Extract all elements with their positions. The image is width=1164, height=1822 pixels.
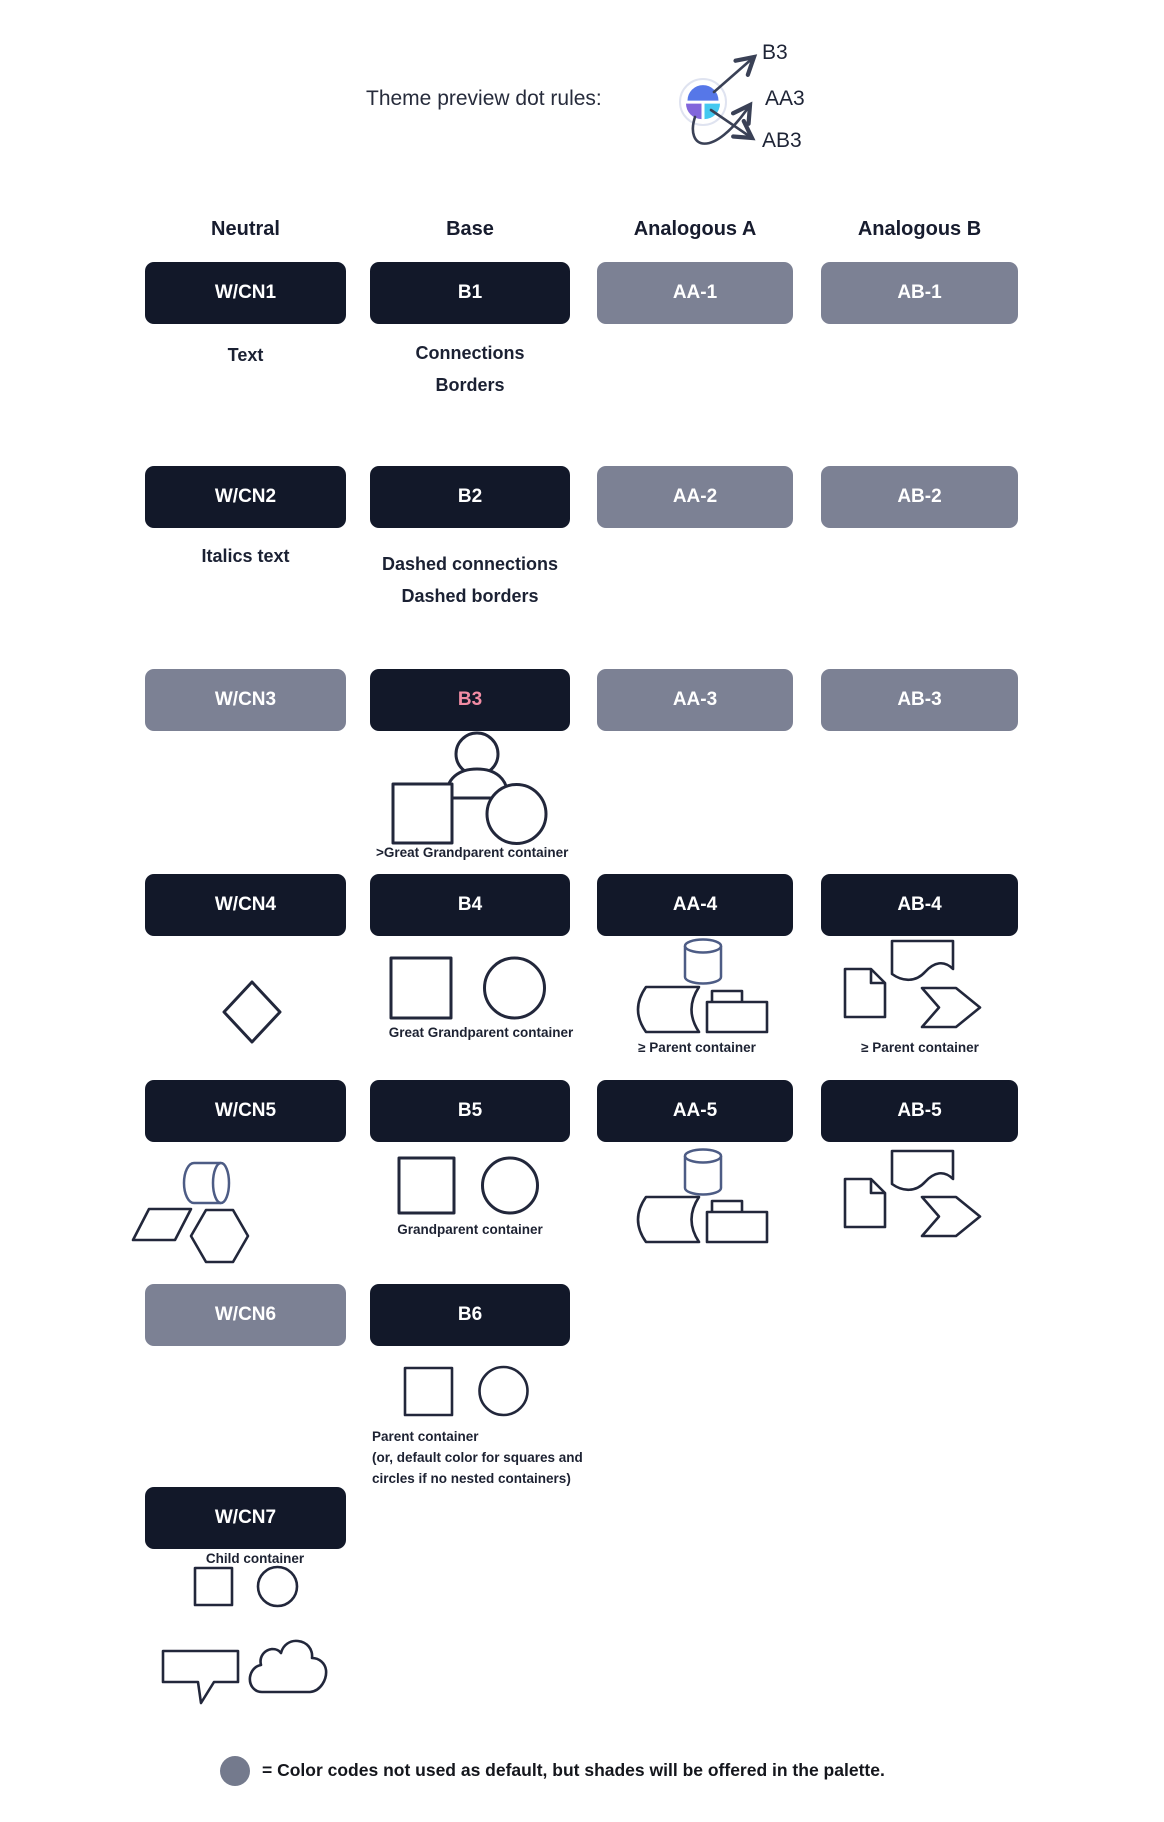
parallelogram-shape xyxy=(133,1209,191,1240)
swatch-b6: B6 xyxy=(370,1284,570,1346)
column-header-analogous-b: Analogous B xyxy=(857,218,982,240)
swatch-ab3: AB-3 xyxy=(821,669,1018,731)
circle-shape xyxy=(487,785,546,844)
caption-dashed-connections: Dashed connections xyxy=(381,554,559,574)
swatch-wcn3: W/CN3 xyxy=(145,669,346,731)
wavy-document-icon xyxy=(892,941,953,980)
column-header-base: Base xyxy=(446,218,494,240)
page-title: Theme preview dot rules: xyxy=(366,87,602,110)
swatch-b2: B2 xyxy=(370,466,570,528)
swatch-wcn7: W/CN7 xyxy=(145,1487,346,1549)
chevron-arrow-icon xyxy=(922,988,980,1027)
cylinder-icon xyxy=(685,940,721,984)
person-icon xyxy=(446,733,508,798)
swatch-aa3: AA-3 xyxy=(597,669,793,731)
square-shape xyxy=(391,958,451,1018)
swatch-ab5: AB-5 xyxy=(821,1080,1018,1142)
arrow-to-aa3 xyxy=(693,105,750,144)
swatch-b3 xyxy=(370,669,570,731)
caption-b6-line3: circles if no nested containers) xyxy=(372,1471,571,1486)
square-shape xyxy=(195,1568,232,1605)
swatch-b4: B4 xyxy=(370,874,570,936)
caption-parent-container-aa4: ≥ Parent container xyxy=(638,1040,756,1055)
swatch-b5: B5 xyxy=(370,1080,570,1142)
wavy-document-icon xyxy=(892,1151,953,1190)
caption-b6-line1: Parent container xyxy=(372,1429,479,1444)
dot-rule-arrows xyxy=(693,57,754,144)
stored-data-icon xyxy=(638,1197,699,1242)
circle-shape xyxy=(485,958,545,1018)
caption-dashed-borders: Dashed borders xyxy=(401,586,539,606)
caption-b6-line2: (or, default color for squares and xyxy=(372,1450,583,1465)
swatch-b3-label: B3 xyxy=(457,689,483,710)
speech-bubble-icon xyxy=(163,1651,238,1703)
circle-shape xyxy=(258,1567,297,1606)
swatch-aa4: AA-4 xyxy=(597,874,793,936)
arrow-to-b3 xyxy=(714,57,754,92)
diamond-shape xyxy=(224,982,280,1042)
tabbed-rectangle-icon xyxy=(707,991,767,1032)
arrow-to-ab3 xyxy=(711,110,752,138)
horizontal-cylinder-icon xyxy=(184,1163,229,1203)
circle-shape xyxy=(480,1367,528,1415)
caption-parent-container-ab4: ≥ Parent container xyxy=(861,1040,979,1055)
dot-label-ab3: AB3 xyxy=(762,129,802,152)
note-page-icon xyxy=(845,969,885,1017)
tabbed-rectangle-icon xyxy=(707,1201,767,1242)
swatch-wcn5: W/CN5 xyxy=(145,1080,346,1142)
square-shape xyxy=(399,1158,454,1213)
theme-preview-dot-icon xyxy=(680,79,726,125)
swatch-wcn6: W/CN6 xyxy=(145,1284,346,1346)
swatch-aa1: AA-1 xyxy=(597,262,793,324)
caption-parent-container-b6 xyxy=(372,1426,632,1489)
hexagon-shape xyxy=(191,1210,248,1262)
caption-connections: Connections xyxy=(415,343,525,363)
column-header-analogous-a: Analogous A xyxy=(633,218,757,240)
swatch-wcn2: W/CN2 xyxy=(145,466,346,528)
legend-text: = Color codes not used as default, but shades will be offered in the palette. xyxy=(262,1760,885,1780)
swatch-aa2: AA-2 xyxy=(597,466,793,528)
square-shape xyxy=(393,784,452,843)
caption-borders: Borders xyxy=(435,375,505,395)
swatch-wcn4: W/CN4 xyxy=(145,874,346,936)
swatch-ab2: AB-2 xyxy=(821,466,1018,528)
swatch-ab4: AB-4 xyxy=(821,874,1018,936)
column-header-neutral: Neutral xyxy=(211,218,280,240)
caption-great-grandparent-row3: >Great Grandparent container xyxy=(376,845,569,860)
caption-great-grandparent-row4: Great Grandparent container xyxy=(388,1025,574,1040)
swatch-b1: B1 xyxy=(370,262,570,324)
dot-label-b3: B3 xyxy=(762,41,788,64)
chevron-arrow-icon xyxy=(922,1197,980,1236)
caption-grandparent-container: Grandparent container xyxy=(397,1222,543,1237)
cylinder-icon xyxy=(685,1150,721,1195)
swatch-wcn1: W/CN1 xyxy=(145,262,346,324)
swatch-aa5: AA-5 xyxy=(597,1080,793,1142)
note-page-icon xyxy=(845,1179,885,1227)
caption-child-container: Child container xyxy=(205,1551,305,1566)
circle-shape xyxy=(483,1158,538,1213)
cloud-icon xyxy=(250,1641,326,1692)
swatch-ab1: AB-1 xyxy=(821,262,1018,324)
caption-text: Text xyxy=(227,345,264,365)
legend-gray-dot xyxy=(220,1756,250,1786)
stored-data-icon xyxy=(638,987,699,1032)
square-shape xyxy=(405,1368,452,1415)
caption-italics-text: Italics text xyxy=(201,546,290,566)
dot-label-aa3: AA3 xyxy=(765,87,805,110)
